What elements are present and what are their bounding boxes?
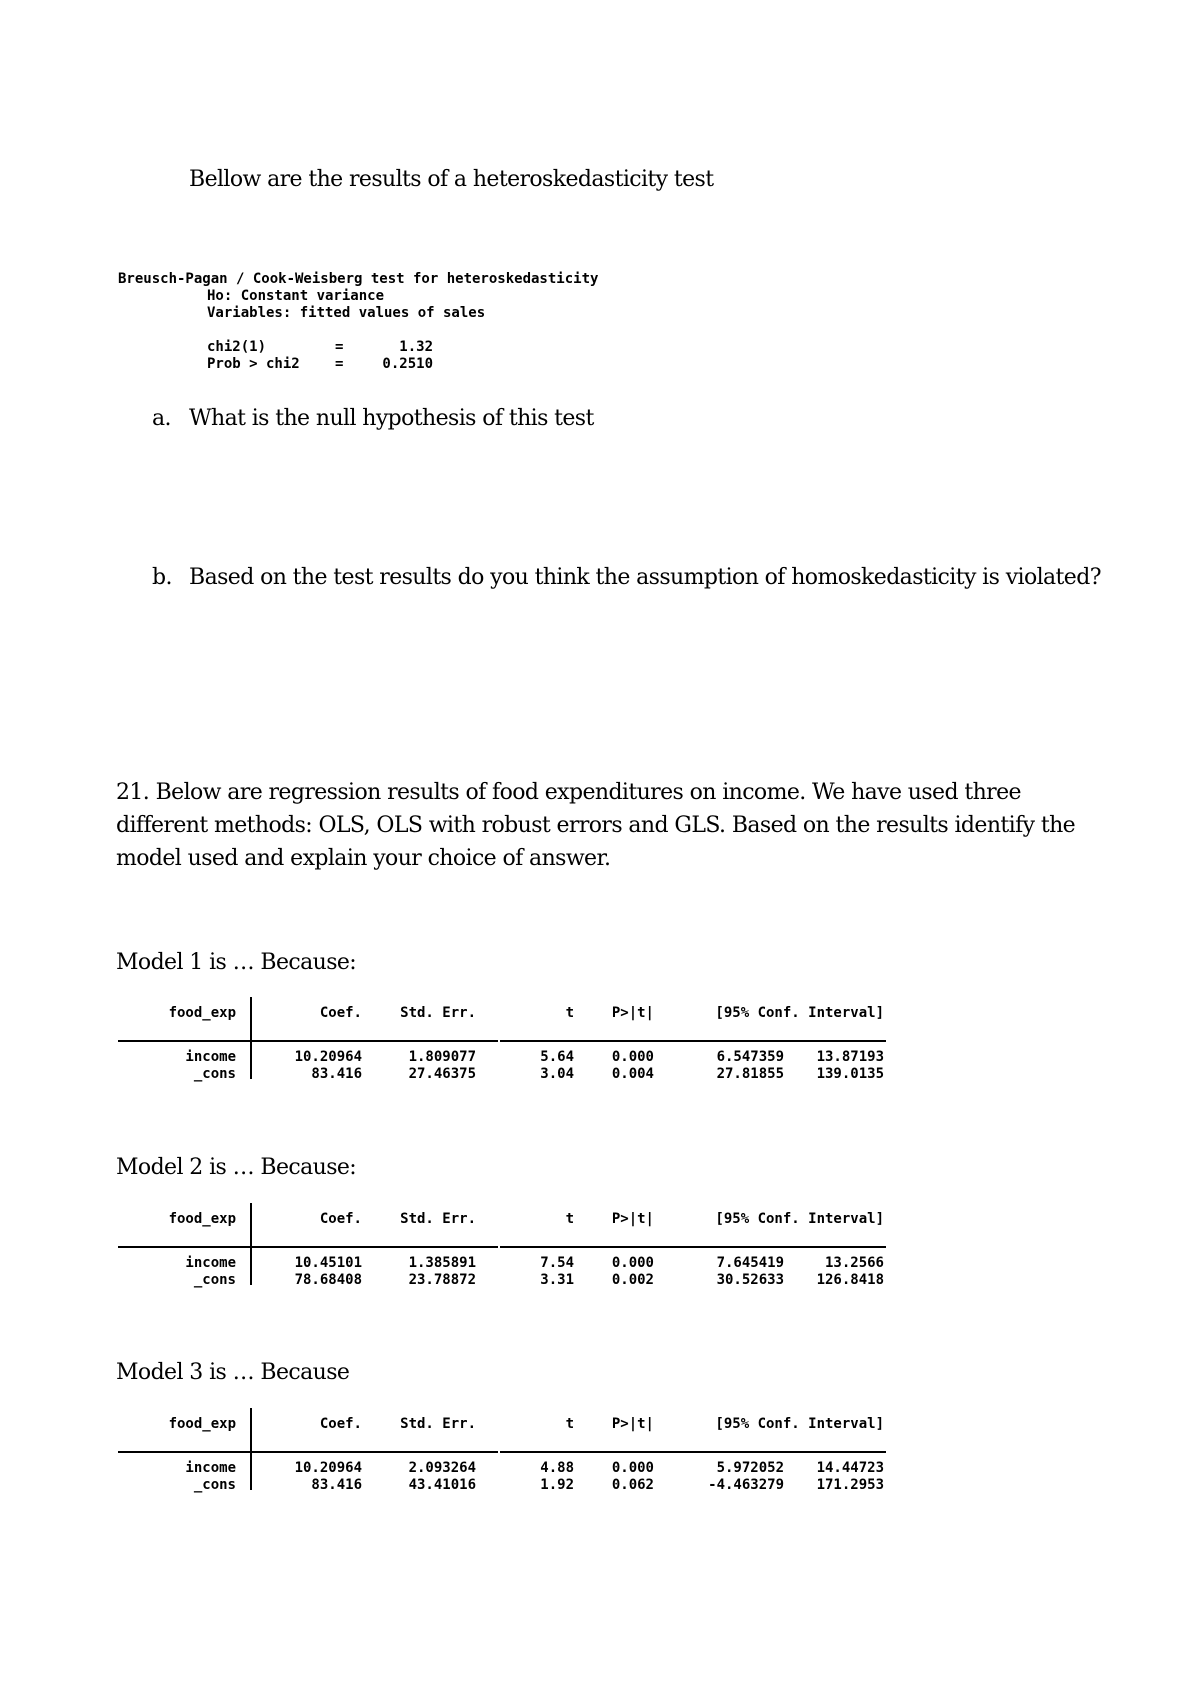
row-cons-var: _cons [193,1477,236,1493]
row-cons-se: 23.78872 [408,1272,476,1288]
row-income-ci-high: 13.87193 [816,1049,884,1065]
row-income-ci-high: 13.2566 [824,1255,884,1271]
model-2-table [118,1203,886,1288]
row-cons-ci-high: 139.0135 [816,1066,884,1082]
row-income-var: income [185,1255,236,1271]
header-std-err: Std. Err. [400,1211,476,1227]
header-t: t [565,1211,574,1227]
row-income-ci-low: 6.547359 [716,1049,784,1065]
table-horizontal-rule [118,1246,498,1248]
header-food-exp: food_exp [168,1005,236,1021]
table-vertical-rule [250,1203,252,1285]
question-b-text: Based on the test results do you think the assumption of homoskedasticity is violated? [189,565,1101,590]
header-coef: Coef. [319,1005,362,1021]
table-vertical-rule [250,997,252,1079]
question-a-marker: a. [152,406,171,431]
table-horizontal-rule [500,1451,886,1453]
row-income-t: 7.54 [540,1255,574,1271]
row-cons-se: 43.41016 [408,1477,476,1493]
header-conf-interval: [95% Conf. Interval] [715,1211,884,1227]
bp-prob-value: 0.2510 [382,356,433,372]
row-cons-ci-low: 27.81855 [716,1066,784,1082]
row-income-t: 4.88 [540,1460,574,1476]
row-cons-coef: 78.68408 [294,1272,362,1288]
model-3-heading: Model 3 is … Because [116,1360,350,1385]
row-cons-coef: 83.416 [311,1477,362,1493]
table-horizontal-rule [118,1451,498,1453]
row-cons-t: 3.04 [540,1066,574,1082]
header-conf-interval: [95% Conf. Interval] [715,1005,884,1021]
row-cons-se: 27.46375 [408,1066,476,1082]
header-food-exp: food_exp [168,1416,236,1432]
table-vertical-rule [250,1408,252,1490]
row-income-p: 0.000 [611,1255,654,1271]
bp-chi2-value: 1.32 [399,339,433,355]
bp-test-title: Breusch-Pagan / Cook-Weisberg test for heteroskedasticity [118,271,599,287]
header-std-err: Std. Err. [400,1416,476,1432]
row-cons-ci-low: -4.463279 [708,1477,784,1493]
header-coef: Coef. [319,1211,362,1227]
model-2-heading: Model 2 is … Because: [116,1155,357,1180]
bp-prob-equals: = [335,356,344,372]
row-income-ci-high: 14.44723 [816,1460,884,1476]
row-income-var: income [185,1460,236,1476]
model-1-table [118,997,886,1082]
row-income-var: income [185,1049,236,1065]
row-income-p: 0.000 [611,1049,654,1065]
header-p: P>|t| [611,1005,654,1021]
question-a-text: What is the null hypothesis of this test [189,406,594,431]
header-p: P>|t| [611,1211,654,1227]
row-income-se: 1.809077 [408,1049,476,1065]
bp-prob-label: Prob > chi2 [207,356,300,372]
row-income-coef: 10.20964 [294,1049,362,1065]
row-income-coef: 10.45101 [294,1255,362,1271]
bp-chi2-equals: = [335,339,344,355]
row-cons-p: 0.002 [611,1272,654,1288]
model-3-table [118,1408,886,1493]
row-cons-t: 1.92 [540,1477,574,1493]
bp-null-hypothesis: Ho: Constant variance [207,288,385,304]
row-income-p: 0.000 [611,1460,654,1476]
row-income-ci-low: 7.645419 [716,1255,784,1271]
model-1-heading: Model 1 is … Because: [116,950,357,975]
row-income-ci-low: 5.972052 [716,1460,784,1476]
row-income-se: 2.093264 [408,1460,476,1476]
bp-variables: Variables: fitted values of sales [207,305,486,321]
row-income-se: 1.385891 [408,1255,476,1271]
row-cons-coef: 83.416 [311,1066,362,1082]
header-t: t [565,1416,574,1432]
row-cons-t: 3.31 [540,1272,574,1288]
header-coef: Coef. [319,1416,362,1432]
header-std-err: Std. Err. [400,1005,476,1021]
bp-chi2-label: chi2(1) [207,339,267,355]
header-conf-interval: [95% Conf. Interval] [715,1416,884,1432]
row-cons-p: 0.062 [611,1477,654,1493]
row-cons-ci-high: 171.2953 [816,1477,884,1493]
question-b-marker: b. [152,565,172,590]
header-t: t [565,1005,574,1021]
header-food-exp: food_exp [168,1211,236,1227]
row-cons-ci-low: 30.52633 [716,1272,784,1288]
intro-text: Bellow are the results of a heteroskedasticity test [189,167,714,192]
row-cons-var: _cons [193,1272,236,1288]
table-horizontal-rule [500,1246,886,1248]
row-cons-ci-high: 126.8418 [816,1272,884,1288]
header-p: P>|t| [611,1416,654,1432]
question-21-text: 21. Below are regression results of food expenditures on income. We have used three different methods: OLS, OLS with robust errors and GLS. Based on the results identify the model used and explain your choice of answer. [116,780,1076,871]
row-cons-var: _cons [193,1066,236,1082]
table-horizontal-rule [500,1040,886,1042]
table-horizontal-rule [118,1040,498,1042]
row-income-t: 5.64 [540,1049,574,1065]
row-cons-p: 0.004 [611,1066,654,1082]
row-income-coef: 10.20964 [294,1460,362,1476]
